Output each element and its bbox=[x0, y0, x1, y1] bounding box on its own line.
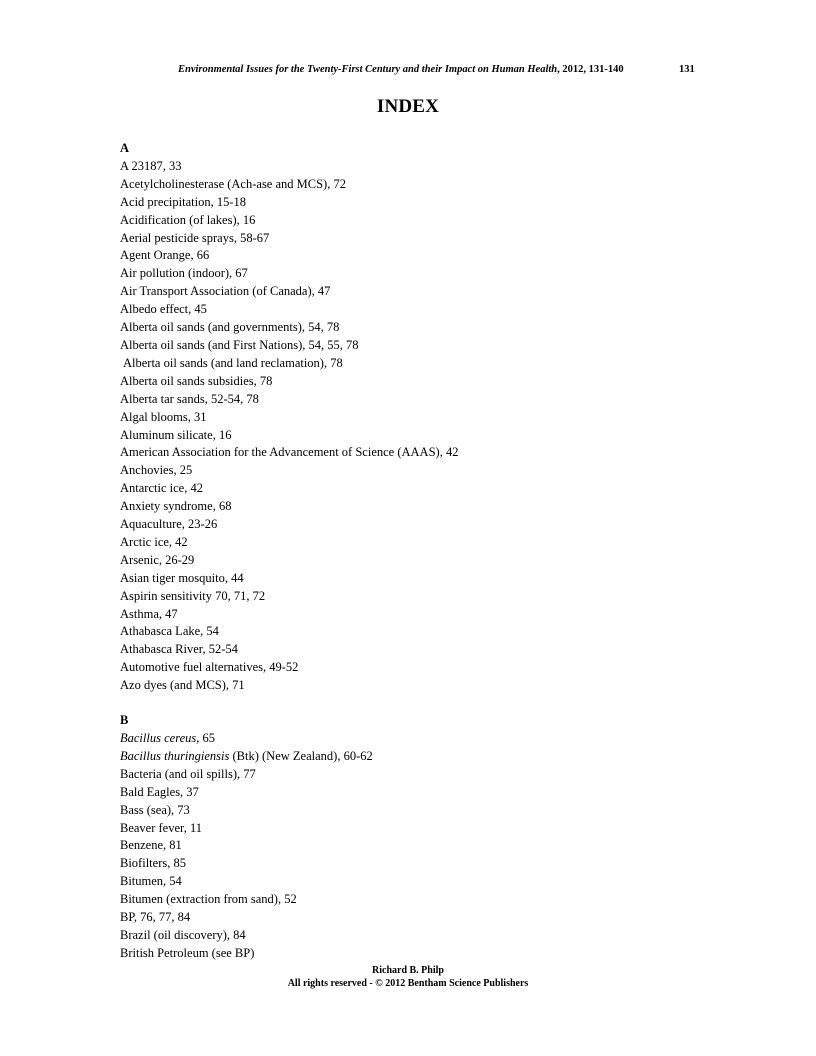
index-entry-text: Algal blooms, 31 bbox=[120, 409, 207, 424]
index-entry bbox=[120, 391, 740, 409]
index-entry bbox=[120, 820, 740, 838]
index-entry bbox=[120, 855, 740, 873]
index-entry-text: Athabasca Lake, 54 bbox=[120, 624, 219, 639]
index-entry bbox=[120, 444, 740, 462]
index-entry-text: Anxiety syndrome, 68 bbox=[120, 499, 232, 514]
index-entry-text: Bald Eagles, 37 bbox=[120, 784, 199, 799]
index-entry bbox=[120, 534, 740, 552]
index-entry bbox=[120, 570, 740, 588]
index-entry bbox=[120, 748, 740, 766]
index-entry bbox=[120, 873, 740, 891]
index-entry bbox=[120, 891, 740, 909]
index-entry bbox=[120, 498, 740, 516]
index-entry bbox=[120, 516, 740, 534]
index-entry-text: , 65 bbox=[196, 731, 216, 745]
page-number: 131 bbox=[679, 64, 695, 75]
index-entry-text: Air Transport Association (of Canada), 47 bbox=[120, 284, 331, 299]
index-entry-text: Arctic ice, 42 bbox=[120, 534, 188, 549]
index-entry bbox=[120, 945, 740, 963]
index-entry bbox=[120, 927, 740, 945]
index-entry-text: Acetylcholinesterase (Ach-ase and MCS), 72 bbox=[120, 176, 346, 191]
index-entry-text: Athabasca River, 52-54 bbox=[120, 642, 238, 657]
index-entry bbox=[120, 337, 740, 355]
index-entry-text: Alberta oil sands (and First Nations), 54, 55, 78 bbox=[120, 337, 359, 352]
footer bbox=[0, 964, 816, 990]
index-entry bbox=[120, 409, 740, 427]
index-entry bbox=[120, 319, 740, 337]
index-entry bbox=[120, 641, 740, 659]
index-entry-text: Azo dyes (and MCS), 71 bbox=[120, 678, 245, 693]
footer-author: Richard B. Philp bbox=[372, 965, 444, 976]
section-letter-a: A bbox=[120, 141, 130, 155]
index-entry-text: Brazil (oil discovery), 84 bbox=[120, 927, 246, 942]
index-entry-text: Aquaculture, 23-26 bbox=[120, 517, 218, 532]
index-entry bbox=[120, 355, 740, 373]
index-entry bbox=[120, 730, 740, 748]
index-entry bbox=[120, 766, 740, 784]
index-entry bbox=[120, 158, 740, 176]
index-entry-text: Acidification (of lakes), 16 bbox=[120, 212, 256, 227]
journal-title: Environmental Issues for the Twenty-First Century and their Impact on Human Health bbox=[178, 64, 558, 75]
index-entry bbox=[120, 427, 740, 445]
index-entry bbox=[120, 247, 740, 265]
index-entry-text: Agent Orange, 66 bbox=[120, 248, 210, 263]
index-entry-text: British Petroleum (see BP) bbox=[120, 945, 255, 960]
index-entry bbox=[120, 212, 740, 230]
index-entry bbox=[120, 784, 740, 802]
index-entry-text: Alberta oil sands (and governments), 54, 78 bbox=[120, 320, 340, 335]
footer-rights: All rights reserved - © 2012 Bentham Science Publishers bbox=[287, 978, 529, 989]
index-entry-text: Aluminum silicate, 16 bbox=[120, 427, 232, 442]
index-entry-text: Alberta oil sands (and land reclamation), 78 bbox=[123, 355, 343, 370]
index-entry-text: (Btk) (New Zealand), 60-62 bbox=[229, 748, 373, 763]
index-entry bbox=[120, 623, 740, 641]
index-entry bbox=[120, 802, 740, 820]
index-entry-text: Acid precipitation, 15-18 bbox=[120, 194, 247, 209]
section-letter-b: B bbox=[120, 713, 129, 728]
page-title: INDEX bbox=[376, 96, 440, 117]
index-entry-text: American Association for the Advancement of Science (AAAS), 42 bbox=[120, 445, 459, 460]
index-entry bbox=[120, 606, 740, 624]
index-entry-text: Bacteria (and oil spills), 77 bbox=[120, 766, 256, 781]
index-entry bbox=[120, 480, 740, 498]
index-entry bbox=[120, 265, 740, 283]
index-entry-text: BP, 76, 77, 84 bbox=[120, 910, 191, 925]
index-entry-text: Benzene, 81 bbox=[120, 838, 182, 853]
index-entry bbox=[120, 176, 740, 194]
index-entry bbox=[120, 659, 740, 677]
index-entry-text: Bitumen, 54 bbox=[120, 874, 182, 889]
index-entry bbox=[120, 283, 740, 301]
index-entry-text: Aerial pesticide sprays, 58-67 bbox=[120, 230, 270, 245]
index-entry-text: Aspirin sensitivity 70, 71, 72 bbox=[120, 588, 266, 603]
index-entry bbox=[120, 552, 740, 570]
index-entry bbox=[120, 462, 740, 480]
index-entry-text: Bitumen (extraction from sand), 52 bbox=[120, 892, 297, 907]
index-entry bbox=[120, 301, 740, 319]
index-entry-text: Asthma, 47 bbox=[120, 606, 178, 621]
index-entry-text: Asian tiger mosquito, 44 bbox=[120, 570, 244, 585]
index-entry-taxon: Bacillus cereus bbox=[120, 731, 197, 745]
index-entry bbox=[120, 373, 740, 391]
index-entry-text: Alberta tar sands, 52-54, 78 bbox=[120, 391, 259, 406]
index-entry-text: Anchovies, 25 bbox=[120, 463, 193, 478]
journal-pages: , 2012, 131-140 bbox=[557, 64, 624, 75]
index-entry-text: Biofilters, 85 bbox=[120, 856, 186, 871]
running-head bbox=[178, 64, 698, 75]
index-entry-text: Albedo effect, 45 bbox=[120, 302, 207, 317]
index-entry-text: Automotive fuel alternatives, 49-52 bbox=[120, 660, 299, 675]
index-entry bbox=[120, 909, 740, 927]
index-entry-text: Arsenic, 26-29 bbox=[120, 552, 195, 567]
index-entry bbox=[120, 230, 740, 248]
section-gap bbox=[120, 695, 740, 712]
index-entry-text: Bass (sea), 73 bbox=[120, 802, 190, 817]
index-entry bbox=[120, 837, 740, 855]
index-entry-taxon: Bacillus thuringiensis bbox=[120, 748, 230, 763]
index-entry-text: A 23187, 33 bbox=[120, 158, 182, 173]
index-entry-text: Air pollution (indoor), 67 bbox=[120, 266, 248, 281]
index-entry bbox=[120, 677, 740, 695]
index-entry bbox=[120, 588, 740, 606]
index-entry-text: Antarctic ice, 42 bbox=[120, 481, 203, 496]
index-entry-text: Beaver fever, 11 bbox=[120, 820, 202, 835]
index-body bbox=[120, 140, 740, 963]
index-entry-text: Alberta oil sands subsidies, 78 bbox=[120, 373, 273, 388]
index-entry bbox=[120, 194, 740, 212]
